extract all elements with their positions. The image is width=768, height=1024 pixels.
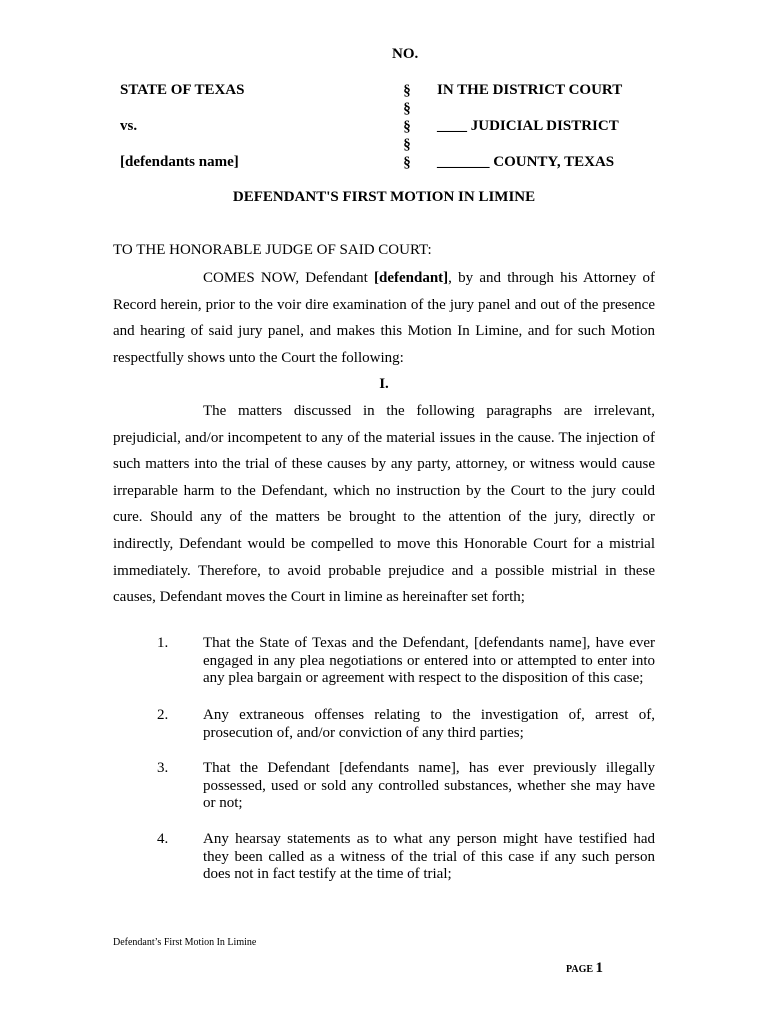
section-heading: I. [379, 376, 389, 392]
page-number: 1 [595, 960, 604, 976]
list-item-text: That the State of Texas and the Defendant, [defendants name], have ever engaged in any plea negotiations or entered into or attempted to enter into any plea bargain or agreement with respect to the disposition of this case; [203, 635, 655, 686]
list-item-number: 1. [157, 635, 169, 651]
intro-text-after: , by and through his Attorney of Record herein, prior to the voir dire examination of the jury panel and out of the presence and hearing of said jury panel, and makes this Motion In Limine, and for such Motion respectfully shows unto the Court the following: [113, 270, 655, 366]
footer-document-title: Defendant’s First Motion In Limine [113, 937, 257, 948]
list-item-number: 2. [157, 707, 169, 723]
footer-page-indicator [566, 960, 603, 977]
list-item-text: That the Defendant [defendants name], has ever previously illegally possessed, used or sold any controlled substances, whether she may have or not; [203, 760, 655, 811]
page-label: PAGE [566, 964, 594, 975]
body-paragraph: The matters discussed in the following paragraphs are irrelevant, prejudicial, and/or incompetent to any of the material issues in the cause. The injection of such matters into the trial of these causes by any party, attorney, or witness would cause irreparable harm to the Defendant, which no instruction by the Court to the jury could cure. Should any of the matters be brought to the attention of the jury, directly or indirectly, Defendant would be compelled to move this Honorable Court for a mistrial immediately. Therefore, to avoid probable prejudice and a possible mistrial in these causes, Defendant moves the Court in limine as hereinafter set forth; [113, 403, 655, 606]
intro-text-before: COMES NOW, Defendant [203, 270, 374, 286]
list-item-text: Any hearsay statements as to what any person might have testified had they been called as a witness of the trial of this case if any such person does not in fact testify at the time of trial; [203, 831, 655, 882]
caption-defendant: [defendants name] [120, 154, 239, 170]
intro-defendant-placeholder: [defendant] [373, 270, 449, 286]
caption-district: ____ JUDICIAL DISTRICT [437, 118, 619, 134]
section-mark: § [403, 137, 411, 153]
list-item-number: 4. [157, 831, 169, 847]
list-item-number: 3. [157, 760, 169, 776]
caption-court: IN THE DISTRICT COURT [437, 82, 623, 98]
list-item-text: Any extraneous offenses relating to the investigation of, arrest of, prosecution of, and/or conviction of any third parties; [203, 707, 655, 741]
intro-paragraph [113, 265, 655, 371]
salutation: TO THE HONORABLE JUDGE OF SAID COURT: [113, 242, 432, 258]
caption-vs: vs. [120, 118, 138, 134]
section-mark: § [403, 101, 411, 117]
motion-title: DEFENDANT'S FIRST MOTION IN LIMINE [232, 189, 536, 205]
cause-number-label: NO. [392, 46, 419, 62]
section-mark: § [403, 119, 411, 135]
section-mark: § [403, 83, 411, 99]
caption-county: _______ COUNTY, TEXAS [437, 154, 615, 170]
caption-state: STATE OF TEXAS [120, 82, 245, 98]
section-mark: § [403, 155, 411, 171]
